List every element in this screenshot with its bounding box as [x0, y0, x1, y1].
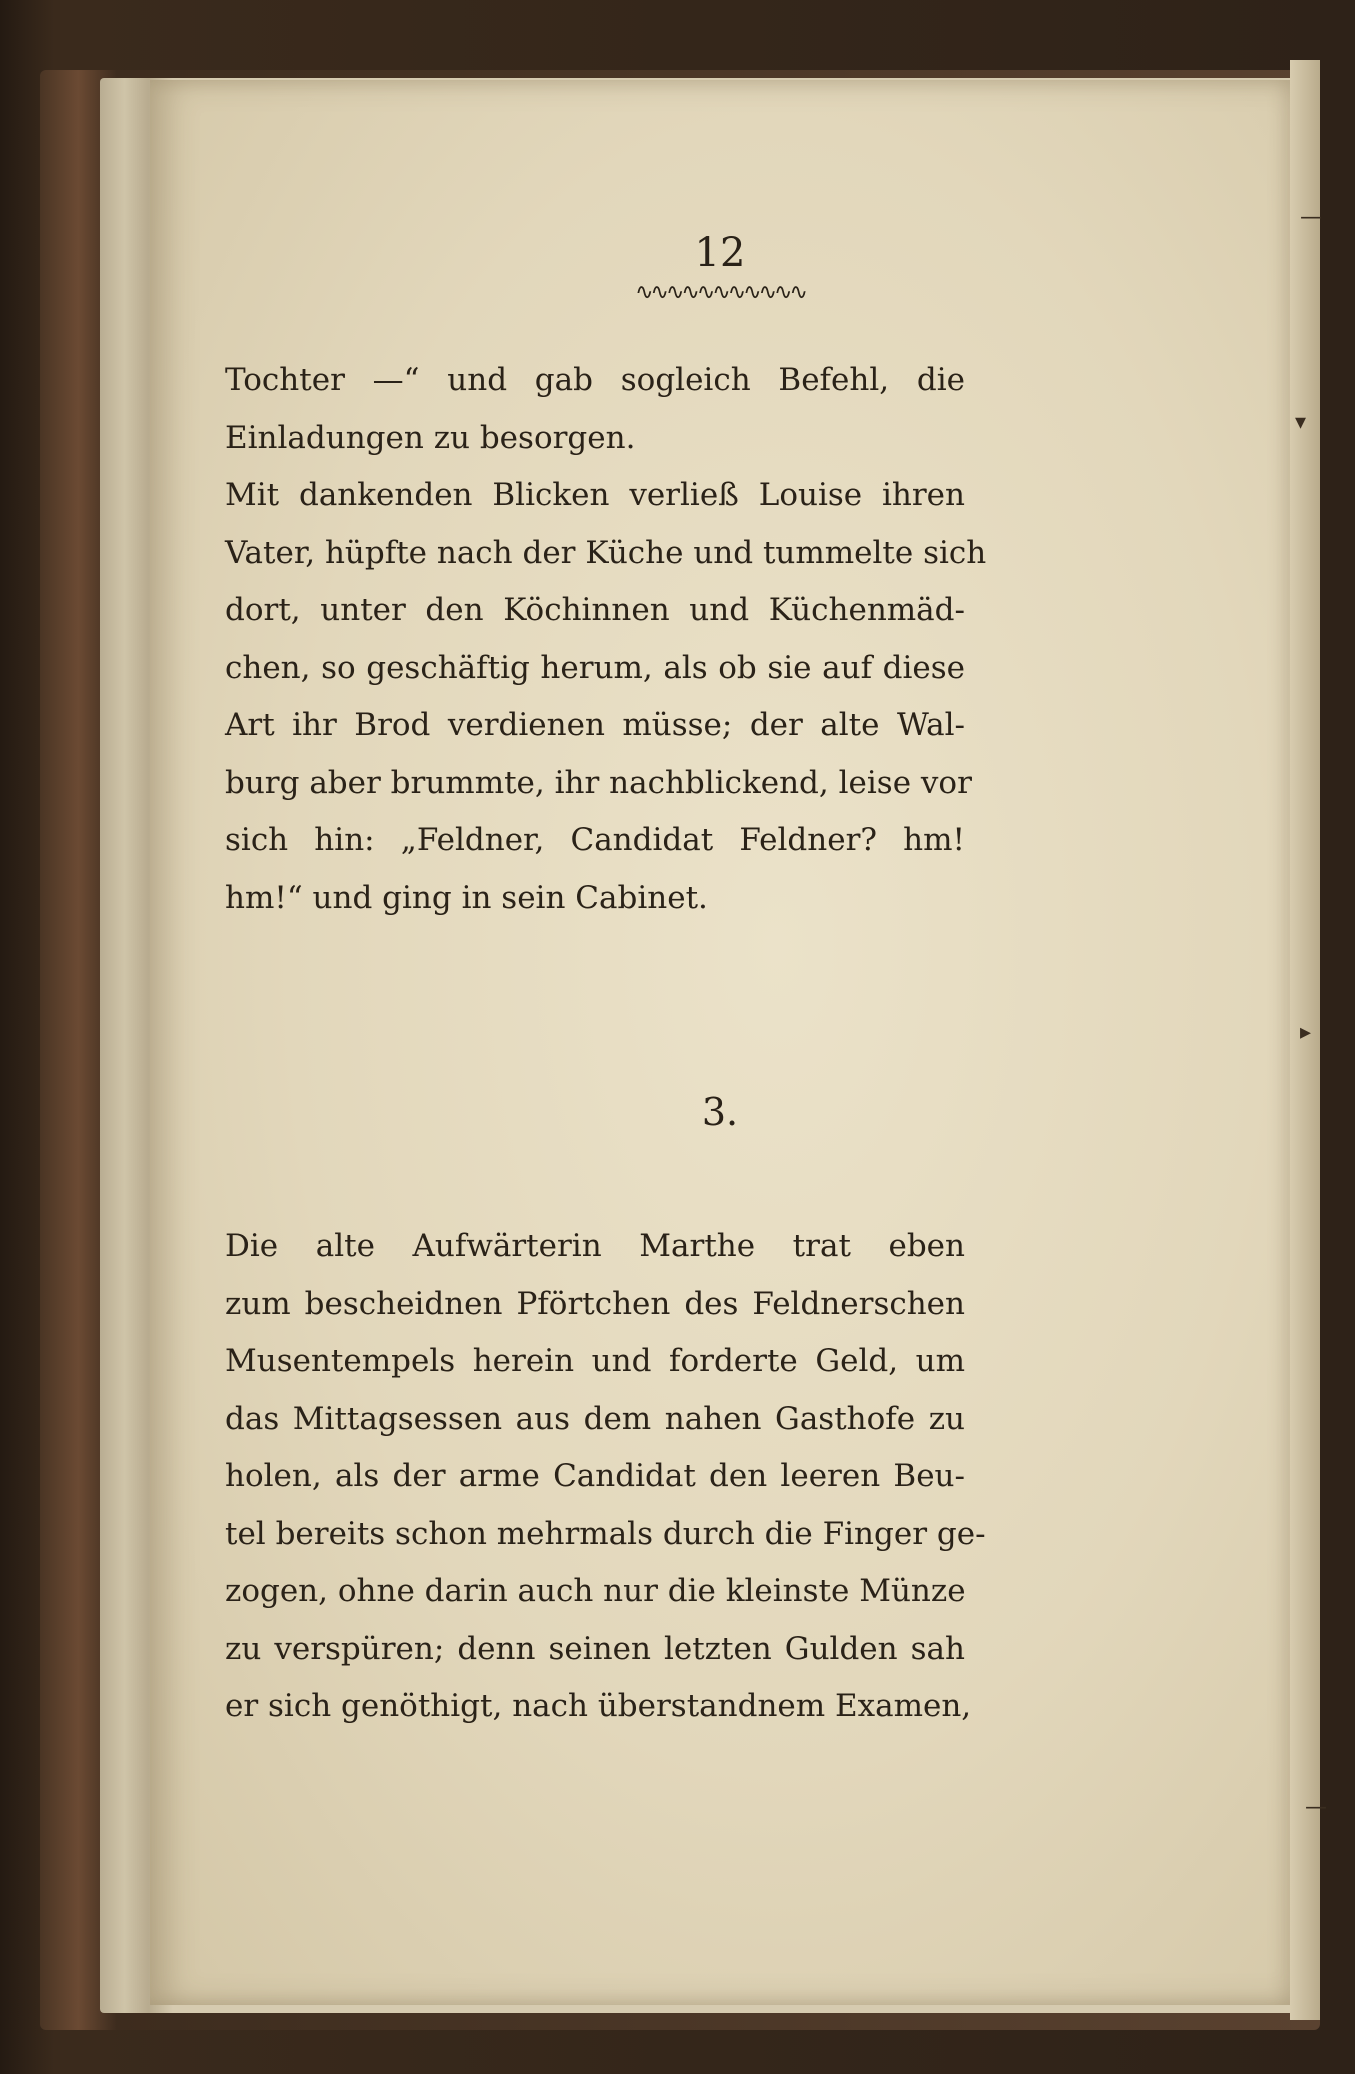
text-line: zum bescheidnen Pförtchen des Feldnerschen — [225, 1285, 965, 1322]
page-number: 12 — [694, 230, 746, 276]
edge-mark-icon: ▾ — [1295, 410, 1307, 435]
text-line: Mit dankenden Blicken verließ Louise ihren — [225, 477, 965, 513]
text-line: Tochter —“ und gab sogleich Befehl, die — [225, 362, 965, 398]
text-line: burg aber brummte, ihr nachblickend, leise vor — [225, 764, 972, 801]
text-line: Art ihr Brod verdienen müsse; der alte Wal- — [225, 707, 965, 743]
edge-mark-icon: — — [1300, 205, 1322, 230]
text-line: zogen, ohne darin auch nur die kleinste Münze — [225, 1573, 966, 1609]
text-line: Vater, hüpfte nach der Küche und tummelte sich — [225, 534, 987, 571]
text-line: hm!“ und ging in sein Cabinet. — [225, 879, 708, 916]
text-line: Einladungen zu besorgen. — [225, 419, 636, 456]
text-line: tel bereits schon mehrmals durch die Finger ge- — [225, 1515, 986, 1552]
text-line: zu verspüren; denn seinen letzten Gulden sah — [225, 1630, 965, 1667]
text-line: das Mittagsessen aus dem nahen Gasthofe zu — [225, 1400, 965, 1437]
paragraph-1 — [225, 352, 987, 927]
edge-mark-icon: ▸ — [1300, 1020, 1312, 1045]
text-line: er sich genöthigt, nach überstandnem Examen, — [225, 1688, 972, 1724]
text-line: dort, unter den Köchinnen und Küchenmäd- — [225, 592, 965, 628]
text-line: Musentempels herein und forderte Geld, um — [225, 1343, 965, 1379]
header-ornament: ∿∿∿∿∿∿∿∿∿∿∿ — [635, 280, 805, 305]
text-line: chen, so geschäftig herum, als ob sie auf diese — [225, 649, 965, 686]
section-number: 3. — [701, 1090, 739, 1134]
text-line: holen, als der arme Candidat den leeren Beu- — [225, 1458, 965, 1494]
paragraph-2 — [225, 1218, 986, 1736]
text-line: Die alte Aufwärterin Marthe trat eben — [225, 1228, 965, 1264]
edge-mark-icon: — — [1305, 1795, 1327, 1820]
text-line: sich hin: „Feldner, Candidat Feldner? hm! — [225, 822, 965, 858]
